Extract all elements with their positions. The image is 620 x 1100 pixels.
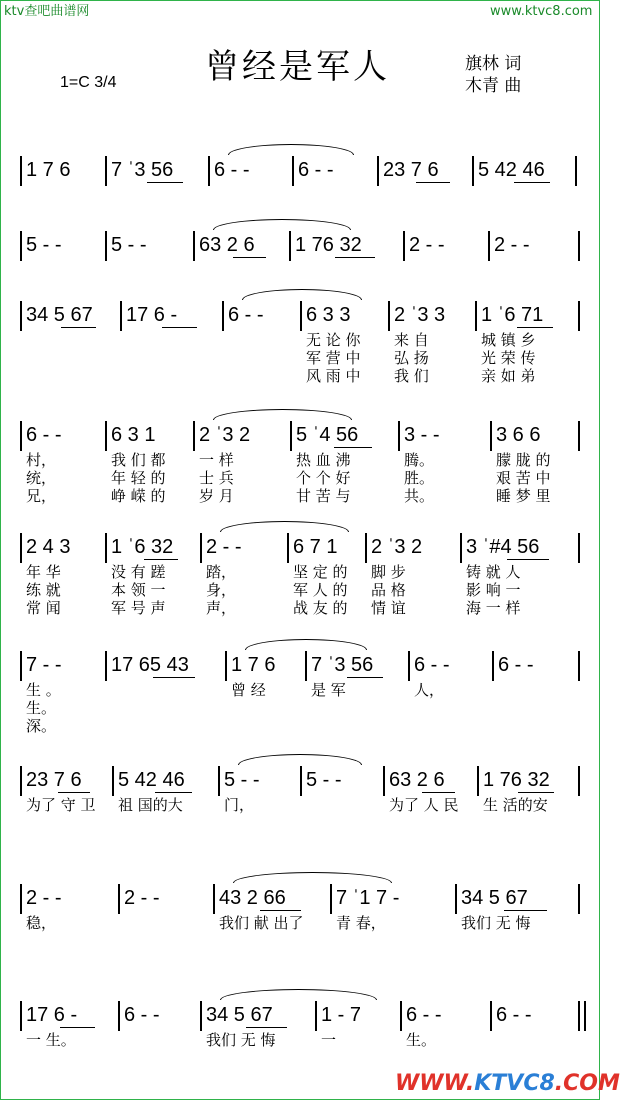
lyric-text: 是 军 <box>311 681 346 699</box>
measure-notes: 6 - - <box>298 159 334 181</box>
measure-notes: 34 5 67 <box>206 1004 273 1026</box>
watermark-bottom-prefix: WWW. <box>395 1071 475 1096</box>
barline <box>20 651 22 681</box>
measure-notes: 2 - - <box>206 536 242 558</box>
barline <box>20 156 22 186</box>
barline <box>208 156 210 186</box>
barline <box>193 231 195 261</box>
barline <box>578 301 580 331</box>
barline <box>112 766 114 796</box>
barline <box>408 651 410 681</box>
lyric-text: 为了 守 卫 <box>26 796 96 814</box>
measure-notes: 5 42 46 <box>478 159 545 181</box>
measure-notes: 5 ˈ4 56 <box>296 424 359 446</box>
measure-notes: 1 7 6 <box>26 159 71 181</box>
measure-notes: 34 5 67 <box>26 304 93 326</box>
watermark-bottom <box>395 1073 620 1095</box>
measure-notes: 34 5 67 <box>461 887 528 909</box>
beam-underline <box>514 182 550 183</box>
composer-credit: 木青 曲 <box>465 76 522 96</box>
measure-notes: 5 - - <box>306 769 342 791</box>
barline <box>365 533 367 563</box>
watermark-site-name: ktv查吧曲谱网 <box>4 4 90 19</box>
barline <box>287 533 289 563</box>
barline <box>200 533 202 563</box>
barline <box>490 421 492 451</box>
measure-notes: 2 4 3 <box>26 536 71 558</box>
lyric-text: 统， <box>26 469 57 487</box>
lyric-text: 没 有 蹉 <box>111 563 166 581</box>
measure-notes: 5 - - <box>26 234 62 256</box>
lyric-text: 兄， <box>26 487 57 505</box>
barline <box>20 533 22 563</box>
measure-notes: 2 ˈ3 2 <box>371 536 423 558</box>
barline <box>315 1001 317 1031</box>
beam-underline <box>162 327 198 328</box>
lyric-text: 生。 <box>406 1031 437 1049</box>
lyric-text: 曾 经 <box>231 681 266 699</box>
lyric-text: 门， <box>224 796 255 814</box>
lyric-text: 生 。 <box>26 681 61 699</box>
beam-underline <box>155 792 192 793</box>
barline <box>383 766 385 796</box>
measure-notes: 7 ˈ3 56 <box>311 654 374 676</box>
watermark-bottom-suffix: .COM <box>554 1071 620 1096</box>
lyric-text: 影 响 一 <box>466 581 521 599</box>
barline <box>105 421 107 451</box>
lyric-text: 年 轻 的 <box>111 469 166 487</box>
measure-notes: 6 - - <box>228 304 264 326</box>
barline <box>492 651 494 681</box>
lyric-text: 一 生。 <box>26 1031 76 1049</box>
beam-underline <box>416 182 449 183</box>
lyric-text: 我 们 <box>394 367 429 385</box>
barline <box>398 421 400 451</box>
barline <box>300 766 302 796</box>
lyric-text: 军 人 的 <box>293 581 348 599</box>
barline <box>477 766 479 796</box>
barline <box>305 651 307 681</box>
beam-underline <box>334 447 372 448</box>
barline <box>578 533 580 563</box>
barline <box>460 533 462 563</box>
measure-notes: 5 - - <box>224 769 260 791</box>
lyric-text: 军 营 中 <box>306 349 361 367</box>
measure-notes: 6 - - <box>124 1004 160 1026</box>
barline <box>578 766 580 796</box>
barline <box>578 231 580 261</box>
key-time-signature: 1=C 3/4 <box>60 74 117 91</box>
lyric-text: 深。 <box>26 717 57 735</box>
lyric-text: 我们 无 悔 <box>461 914 531 932</box>
measure-notes: 3 - - <box>404 424 440 446</box>
lyric-text: 城 镇 乡 <box>481 331 536 349</box>
lyric-text: 村， <box>26 451 57 469</box>
barline <box>118 1001 120 1031</box>
watermark-bottom-brand: KTVC8 <box>474 1071 555 1096</box>
barline <box>218 766 220 796</box>
lyric-text: 年 华 <box>26 563 61 581</box>
barline <box>105 156 107 186</box>
measure-notes: 2 - - <box>124 887 160 909</box>
barline <box>300 301 302 331</box>
barline <box>105 533 107 563</box>
final-barline <box>584 1001 586 1031</box>
lyric-text: 腾。 <box>404 451 435 469</box>
lyric-text: 共。 <box>404 487 435 505</box>
lyric-text: 生 活的安 <box>483 796 548 814</box>
beam-underline <box>517 327 553 328</box>
barline <box>213 884 215 914</box>
lyric-text: 战 友 的 <box>293 599 348 617</box>
lyric-text: 品 格 <box>371 581 406 599</box>
measure-notes: 6 - - <box>214 159 250 181</box>
lyric-text: 甘 苦 与 <box>296 487 351 505</box>
measure-notes: 1 76 32 <box>295 234 362 256</box>
beam-underline <box>61 327 96 328</box>
barline <box>578 884 580 914</box>
beam-underline <box>347 677 383 678</box>
measure-notes: 6 7 1 <box>293 536 338 558</box>
measure-notes: 43 2 66 <box>219 887 286 909</box>
barline <box>403 231 405 261</box>
barline <box>578 1001 580 1031</box>
beam-underline <box>518 792 553 793</box>
lyric-text: 青 春， <box>336 914 386 932</box>
barline <box>200 1001 202 1031</box>
lyric-text: 士 兵 <box>199 469 234 487</box>
lyric-text: 睡 梦 里 <box>496 487 551 505</box>
lyric-text: 人， <box>414 681 445 699</box>
measure-notes: 2 ˈ3 2 <box>199 424 251 446</box>
measure-notes: 3 6 6 <box>496 424 541 446</box>
barline <box>20 884 22 914</box>
measure-notes: 17 6 - <box>126 304 178 326</box>
measure-notes: 1 ˈ6 71 <box>481 304 544 326</box>
barline <box>105 651 107 681</box>
barline <box>475 301 477 331</box>
measure-notes: 63 2 6 <box>199 234 255 256</box>
measure-notes: 7 ˈ1 7 - <box>336 887 400 909</box>
song-title: 曾经是军人 <box>205 47 390 87</box>
measure-notes: 5 - - <box>111 234 147 256</box>
lyric-text: 朦 胧 的 <box>496 451 551 469</box>
beam-underline <box>60 1027 94 1028</box>
beam-underline <box>504 910 547 911</box>
beam-underline <box>147 182 183 183</box>
barline <box>222 301 224 331</box>
lyric-text: 个 个 好 <box>296 469 351 487</box>
barline <box>120 301 122 331</box>
measure-notes: 2 - - <box>26 887 62 909</box>
measure-notes: 6 - - <box>26 424 62 446</box>
barline <box>118 884 120 914</box>
lyric-text: 来 自 <box>394 331 429 349</box>
watermark-site-url: www.ktvc8.com <box>490 4 593 19</box>
measure-notes: 2 ˈ3 3 <box>394 304 446 326</box>
barline <box>400 1001 402 1031</box>
lyric-text: 军 号 声 <box>111 599 166 617</box>
barline <box>225 651 227 681</box>
barline <box>330 884 332 914</box>
lyric-text: 我们 无 悔 <box>206 1031 276 1049</box>
lyric-text: 身， <box>206 581 237 599</box>
beam-underline <box>144 559 177 560</box>
lyric-text: 亲 如 弟 <box>481 367 536 385</box>
lyric-text: 风 雨 中 <box>306 367 361 385</box>
lyric-text: 岁 月 <box>199 487 234 505</box>
measure-notes: 6 3 3 <box>306 304 351 326</box>
beam-underline <box>507 559 548 560</box>
lyric-text: 稳， <box>26 914 57 932</box>
lyric-text: 铸 就 人 <box>466 563 521 581</box>
lyric-text: 峥 嵘 的 <box>111 487 166 505</box>
measure-notes: 6 - - <box>496 1004 532 1026</box>
barline <box>105 231 107 261</box>
barline <box>472 156 474 186</box>
lyric-text: 艰 苦 中 <box>496 469 551 487</box>
measure-notes: 6 - - <box>498 654 534 676</box>
lyric-text: 常 闻 <box>26 599 61 617</box>
measure-notes: 1 ˈ6 32 <box>111 536 174 558</box>
barline <box>289 231 291 261</box>
measure-notes: 1 76 32 <box>483 769 550 791</box>
measure-notes: 1 - 7 <box>321 1004 362 1026</box>
beam-underline <box>260 910 301 911</box>
measure-notes: 2 - - <box>409 234 445 256</box>
beam-underline <box>233 257 267 258</box>
lyric-text: 我 们 都 <box>111 451 166 469</box>
barline <box>290 421 292 451</box>
lyric-text: 弘 扬 <box>394 349 429 367</box>
lyric-text: 脚 步 <box>371 563 406 581</box>
barline <box>193 421 195 451</box>
barline <box>488 231 490 261</box>
measure-notes: 3 ˈ#4 56 <box>466 536 540 558</box>
lyric-text: 练 就 <box>26 581 61 599</box>
measure-notes: 2 - - <box>494 234 530 256</box>
measure-notes: 5 42 46 <box>118 769 185 791</box>
barline <box>490 1001 492 1031</box>
lyric-text: 声， <box>206 599 237 617</box>
measure-notes: 6 - - <box>406 1004 442 1026</box>
barline <box>20 766 22 796</box>
measure-notes: 23 7 6 <box>383 159 439 181</box>
barline <box>575 156 577 186</box>
barline <box>20 301 22 331</box>
beam-underline <box>246 1027 286 1028</box>
barline <box>388 301 390 331</box>
barline <box>292 156 294 186</box>
beam-underline <box>422 792 455 793</box>
lyric-text: 祖 国的大 <box>118 796 183 814</box>
lyric-text: 坚 定 的 <box>293 563 348 581</box>
barline <box>455 884 457 914</box>
lyric-text: 无 论 你 <box>306 331 361 349</box>
barline <box>578 421 580 451</box>
measure-notes: 7 - - <box>26 654 62 676</box>
lyric-text: 情 谊 <box>371 599 406 617</box>
lyric-text: 胜。 <box>404 469 435 487</box>
lyric-text: 一 样 <box>199 451 234 469</box>
lyric-text: 光 荣 传 <box>481 349 536 367</box>
lyric-text: 本 领 一 <box>111 581 166 599</box>
barline <box>20 1001 22 1031</box>
lyric-text: 我们 献 出了 <box>219 914 304 932</box>
measure-notes: 7 ˈ3 56 <box>111 159 174 181</box>
lyricist-credit: 旗林 词 <box>465 54 522 74</box>
lyric-text: 海 一 样 <box>466 599 521 617</box>
lyric-text: 踏， <box>206 563 237 581</box>
lyric-text: 热 血 沸 <box>296 451 351 469</box>
measure-notes: 23 7 6 <box>26 769 82 791</box>
barline <box>20 421 22 451</box>
measure-notes: 17 65 43 <box>111 654 189 676</box>
beam-underline <box>58 792 90 793</box>
lyric-text: 为了 人 民 <box>389 796 459 814</box>
lyric-text: 生。 <box>26 699 57 717</box>
measure-notes: 6 3 1 <box>111 424 156 446</box>
barline <box>578 651 580 681</box>
beam-underline <box>153 677 195 678</box>
measure-notes: 6 - - <box>414 654 450 676</box>
measure-notes: 63 2 6 <box>389 769 445 791</box>
measure-notes: 1 7 6 <box>231 654 276 676</box>
barline <box>377 156 379 186</box>
barline <box>20 231 22 261</box>
lyric-text: 一 <box>321 1031 337 1049</box>
beam-underline <box>335 257 375 258</box>
measure-notes: 17 6 - <box>26 1004 78 1026</box>
